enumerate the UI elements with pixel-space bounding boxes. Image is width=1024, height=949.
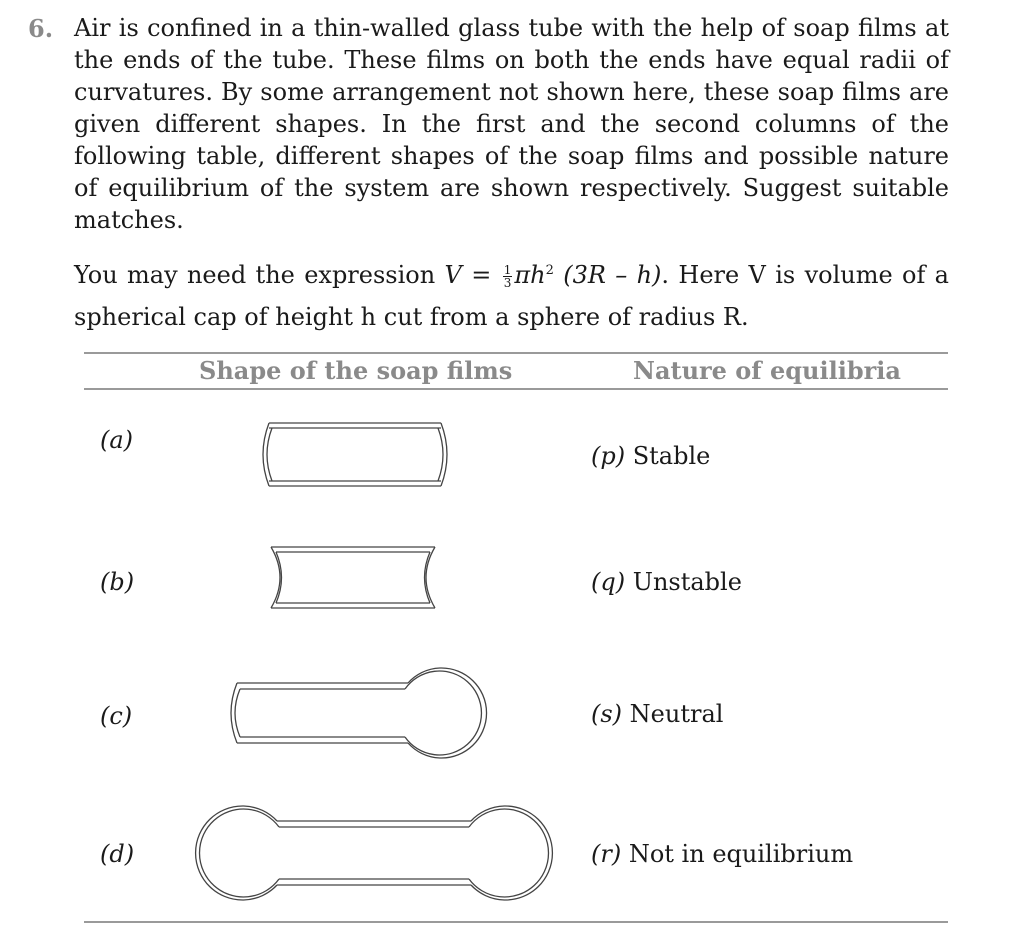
- nature-text: Not in equilibrium: [621, 840, 854, 868]
- shape-a-convex-films: [263, 423, 447, 486]
- row-label-a: (a): [100, 426, 134, 454]
- formula-prefix: You may need the expression: [74, 261, 445, 289]
- shape-c-unequal-films: [231, 668, 487, 758]
- formula-volume-symbol: V: [444, 261, 462, 289]
- row-label-d: (d): [100, 840, 135, 868]
- formula-pi-h: πh: [514, 261, 546, 289]
- fraction-numerator: 1: [503, 263, 512, 277]
- row-label-b: (b): [100, 568, 135, 596]
- nature-text: Stable: [625, 442, 711, 470]
- question-paragraph: Air is confined in a thin-walled glass tube with the help of soap films at the ends of the tube. These films on both the ends have equal radii of curvatures. By some arrangement not shown here, these soap films are given different shapes. In the first and the second columns of the following table, different shapes of the soap films and possible nature of equilibrium of the system are shown respectively. Suggest suitable matches.: [74, 14, 949, 234]
- nature-symbol: (s): [591, 700, 623, 728]
- formula-exponent: 2: [545, 263, 554, 278]
- question-number: 6.: [28, 14, 54, 43]
- shape-d-bulb-films: [196, 806, 553, 900]
- formula-suffix: . Here V is volume of a spherical cap of height h cut from a sphere of radius R.: [74, 261, 949, 331]
- fraction-denominator: 3: [503, 276, 512, 290]
- table-bottom-rule: [84, 921, 948, 923]
- header-nature: Nature of equilibria: [633, 356, 901, 385]
- nature-text: Unstable: [625, 568, 742, 596]
- nature-text: Neutral: [622, 700, 724, 728]
- nature-symbol: (p): [591, 442, 626, 470]
- formula-equals: =: [461, 261, 501, 289]
- formula-paren: (3R – h): [553, 261, 662, 289]
- header-shape: Shape of the soap films: [199, 356, 513, 385]
- nature-symbol: (r): [591, 840, 622, 868]
- row-label-c: (c): [100, 702, 133, 730]
- shape-b-concave-films: [271, 547, 435, 608]
- nature-symbol: (q): [591, 568, 626, 596]
